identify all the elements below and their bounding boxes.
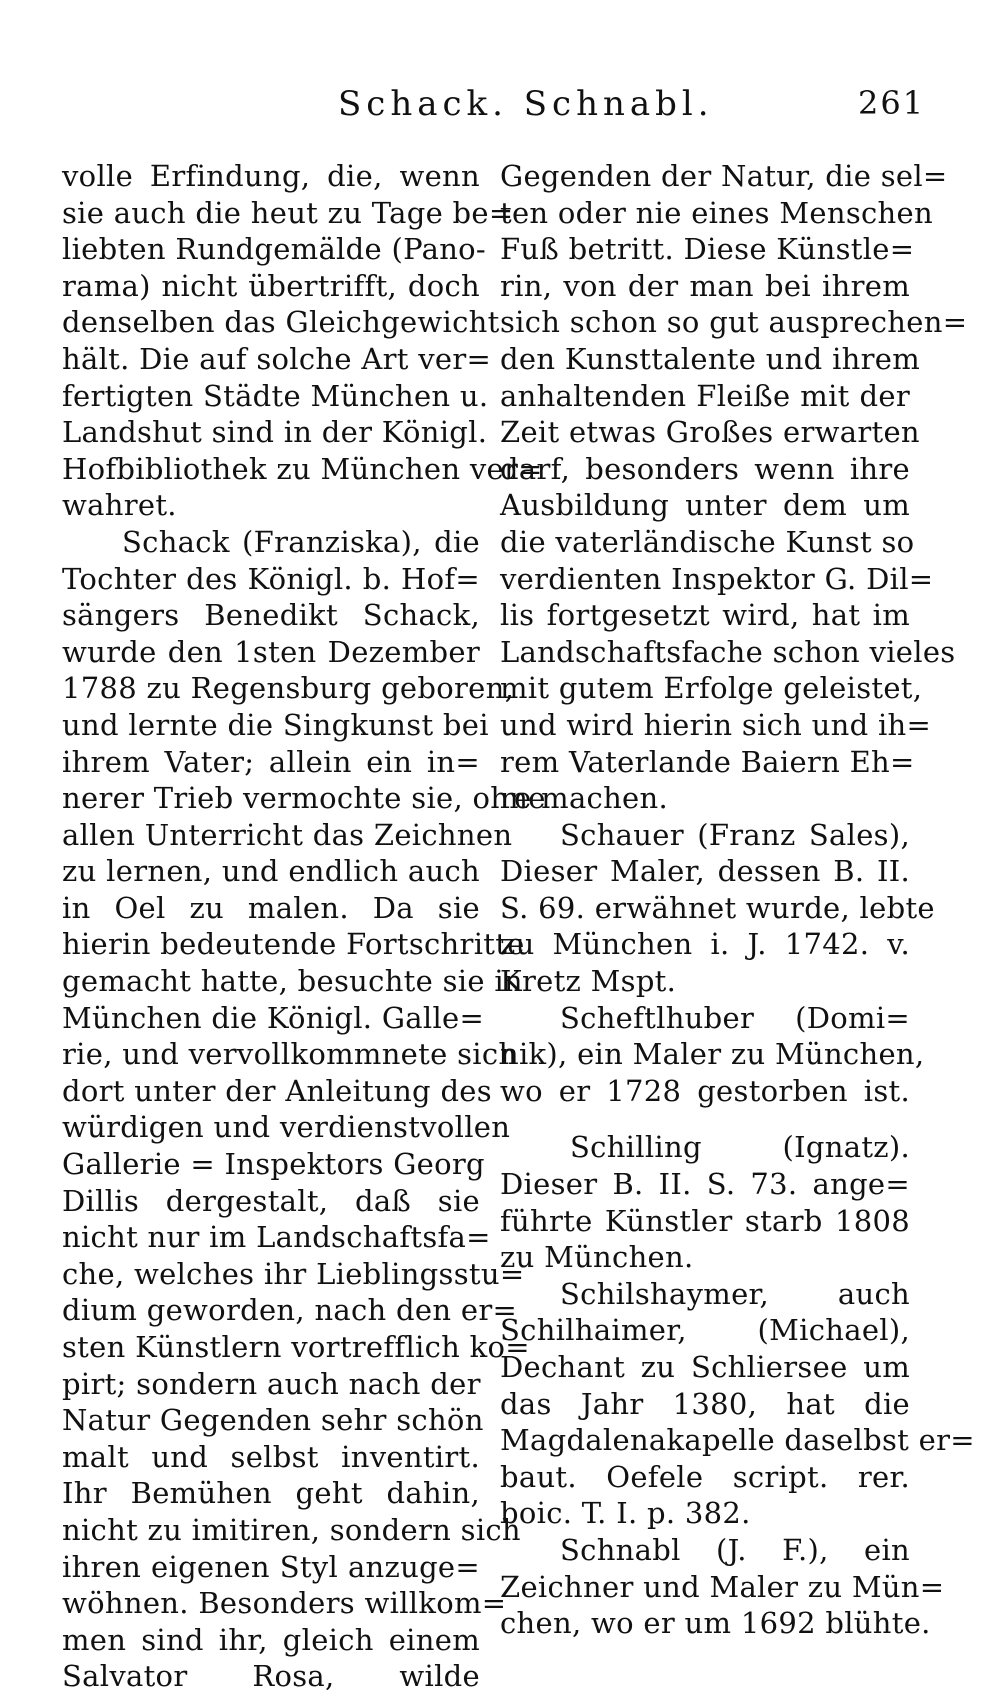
running-head-title: Schack. Schnabl.: [338, 84, 714, 124]
text-line: Gegenden der Natur, die sel=: [500, 159, 948, 193]
text-line: rama) nicht übertrifft, doch: [62, 268, 480, 303]
text-line: das Jahr 1380, hat die: [500, 1386, 910, 1421]
text-line: Schilhaimer, (Michael),: [500, 1313, 910, 1348]
text-line: dort unter der Anleitung des: [62, 1073, 492, 1108]
text-line: und wird hierin sich und ih=: [500, 707, 932, 742]
text-line: Gallerie = Inspektors Georg: [62, 1147, 485, 1182]
text-line: ihrem Vater; allein ein in=: [62, 744, 480, 779]
text-line: Zeichner und Maler zu Mün=: [500, 1569, 945, 1604]
text-line: sie auch die heut zu Tage be=: [62, 195, 514, 230]
text-line: denselben das Gleichgewicht: [62, 305, 500, 340]
text-line: Zeit etwas Großes erwarten: [500, 415, 920, 450]
text-line: Scheftlhuber (Domi=: [560, 1000, 910, 1035]
text-line: verdienten Inspektor G. Dil=: [500, 561, 934, 596]
text-line: ten oder nie eines Menschen: [500, 195, 933, 230]
text-line: dium geworden, nach den er=: [62, 1293, 518, 1328]
text-line: [500, 1109, 910, 1129]
text-line: Schilshaymer, auch: [560, 1276, 910, 1311]
text-line: nicht nur im Landschaftsfa=: [62, 1220, 491, 1255]
left-text-column: [62, 158, 546, 1695]
text-line: nik), ein Maler zu München,: [500, 1037, 925, 1072]
text-line: rem Vaterlande Baiern Eh=: [500, 744, 915, 779]
text-line: lis fortgesetzt wird, hat im: [500, 598, 910, 633]
text-line: volle Erfindung, die, wenn: [62, 159, 480, 193]
text-line: allen Unterricht das Zeichnen: [62, 817, 513, 852]
text-line: nerer Trieb vermochte sie, ohne: [62, 781, 546, 816]
text-line: che, welches ihr Lieblingsstu=: [62, 1256, 525, 1291]
text-line: wahret.: [62, 488, 177, 523]
text-line: men sind ihr, gleich einem: [62, 1622, 480, 1657]
text-line: Dillis dergestalt, daß sie: [62, 1183, 480, 1218]
text-line: Schnabl (J. F.), ein: [560, 1532, 910, 1567]
text-line: 1788 zu Regensburg geboren,: [62, 671, 515, 706]
text-line: München die Königl. Galle=: [62, 1000, 485, 1035]
text-line: Schack (Franziska), die: [122, 524, 480, 559]
text-line: chen, wo er um 1692 blühte.: [500, 1606, 931, 1641]
text-line: die vaterländische Kunst so: [500, 524, 915, 559]
text-line: Salvator Rosa, wilde: [62, 1659, 480, 1694]
text-line: Landshut sind in der Königl.: [62, 415, 488, 450]
text-line: in Oel zu malen. Da sie: [62, 890, 480, 925]
page-number: 261: [858, 84, 926, 122]
text-line: Magdalenakapelle daselbst er=: [500, 1423, 975, 1458]
text-line: hierin bedeutende Fortschritte: [62, 927, 525, 962]
text-line: und lernte die Singkunst bei: [62, 707, 489, 742]
text-line: sängers Benedikt Schack,: [62, 598, 480, 633]
text-line: boic. T. I. p. 382.: [500, 1496, 751, 1531]
text-line: führte Künstler starb 1808: [500, 1203, 910, 1238]
text-line: liebten Rundgemälde (Pano-: [62, 232, 487, 267]
text-line: Schauer (Franz Sales),: [560, 817, 910, 852]
text-line: Dieser Maler, dessen B. II.: [500, 854, 910, 889]
text-line: Ihr Bemühen geht dahin,: [62, 1476, 480, 1511]
text-line: würdigen und verdienstvollen: [62, 1110, 511, 1145]
text-line: mit gutem Erfolge geleistet,: [500, 671, 923, 706]
running-head: [0, 84, 1000, 124]
text-line: re machen.: [500, 781, 669, 816]
text-line: wurde den 1sten Dezember: [62, 634, 480, 669]
text-line: zu München.: [500, 1240, 694, 1275]
text-line: S. 69. erwähnet wurde, lebte: [500, 890, 935, 925]
text-line: zu lernen, und endlich auch: [62, 854, 480, 889]
text-line: malt und selbst inventirt.: [62, 1439, 480, 1474]
text-line: sten Künstlern vortrefflich ko=: [62, 1330, 530, 1364]
text-line: Hofbibliothek zu München ver=: [62, 451, 543, 486]
text-line: Dieser B. II. S. 73. ange=: [500, 1167, 910, 1202]
text-line: rin, von der man bei ihrem: [500, 268, 910, 303]
text-line: Fuß betritt. Diese Künstle=: [500, 232, 915, 267]
text-line: nicht zu imitiren, sondern sich: [62, 1512, 521, 1547]
text-line: fertigten Städte München u.: [62, 378, 489, 413]
text-line: zu München i. J. 1742. v.: [500, 927, 910, 962]
text-line: wöhnen. Besonders willkom=: [62, 1586, 507, 1621]
text-line: Dechant zu Schliersee um: [500, 1350, 910, 1384]
text-line: darf, besonders wenn ihre: [500, 451, 910, 486]
text-line: sich schon so gut ausprechen=: [500, 305, 968, 340]
text-line: gemacht hatte, besuchte sie in: [62, 964, 523, 999]
text-line: Schilling (Ignatz).: [570, 1130, 910, 1165]
text-line: Kretz Mspt.: [500, 964, 677, 999]
text-line: Ausbildung unter dem um: [500, 488, 910, 523]
text-line: Landschaftsfache schon vieles: [500, 634, 956, 669]
text-line: wo er 1728 gestorben ist.: [500, 1073, 910, 1108]
text-line: ihren eigenen Styl anzuge=: [62, 1549, 480, 1584]
text-line: pirt; sondern auch nach der: [62, 1366, 481, 1401]
text-line: baut. Oefele script. rer.: [500, 1459, 910, 1494]
text-line: anhaltenden Fleiße mit der: [500, 378, 910, 413]
text-line: Natur Gegenden sehr schön: [62, 1403, 484, 1438]
right-text-column: [500, 158, 975, 1642]
text-line: rie, und vervollkommnete sich: [62, 1037, 518, 1072]
text-line: Tochter des Königl. b. Hof=: [62, 561, 480, 596]
text-line: den Kunsttalente und ihrem: [500, 341, 921, 376]
text-line: hält. Die auf solche Art ver=: [62, 341, 492, 376]
